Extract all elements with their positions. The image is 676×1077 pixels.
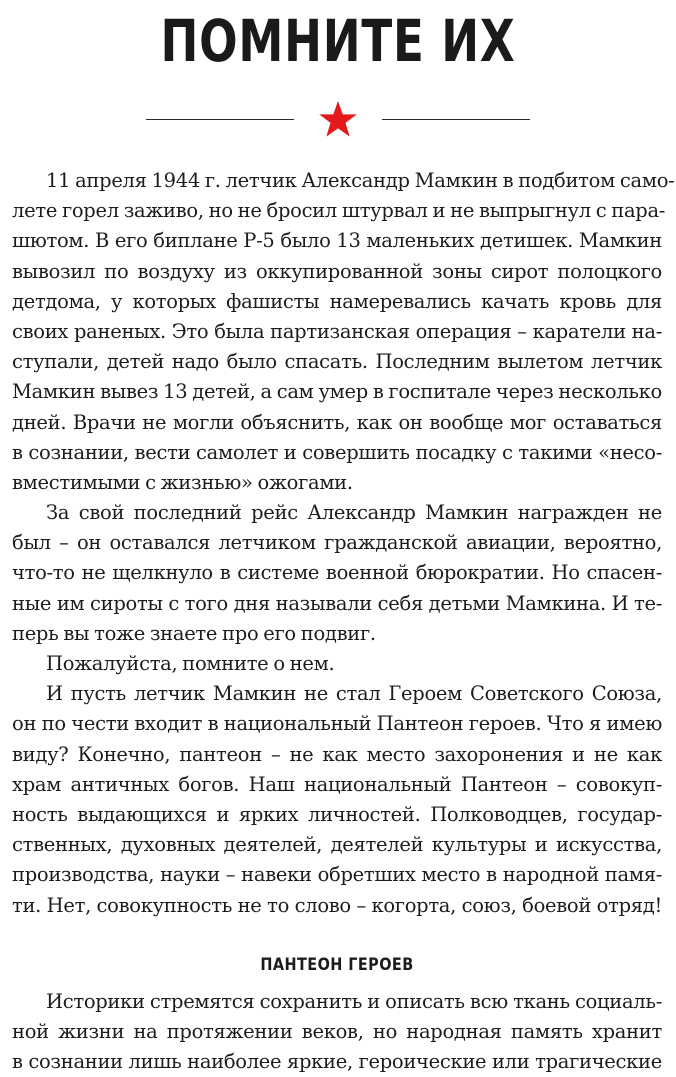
text-line: храм античных богов. Наш национальный Пантеон – совокуп- [12,772,662,796]
text-line: 11 апреля 1944 г. летчик Александр Мамкин в подбитом само- [46,169,675,192]
body-text [12,166,675,1077]
text-line: дней. Врачи не могли объяснить, как он вообще мог оставаться [12,410,662,434]
paragraph [12,498,662,649]
text-line: вывозил по воздуху из оккупированной зоны сирот полоцкого [12,259,662,283]
text-line: своих раненых. Это была партизанская операция – каратели на- [12,319,662,343]
title-ornament [0,98,676,142]
text-line: За свой последний рейс Александр Мамкин награжден не [46,501,662,525]
star-icon [318,100,358,138]
paragraph [12,679,662,921]
chapter-title: ПОМНИТЕ ИХ [160,7,516,75]
text-line: он по чести входит в национальный Пантеон героев. Что я имею [12,712,662,736]
section-heading: ПАНТЕОН ГЕРОЕВ [260,954,414,975]
star-shape [319,101,357,137]
text-line: ной жизни на протяжении веков, но народная память хранит [12,1019,662,1043]
text-line: ти. Нет, совокупность не то слово – когорта, союз, боевой отряд! [12,893,662,917]
text-line: в сознании, вести самолет и совершить посадку с такими «несо- [12,440,662,464]
text-line: производства, науки – навеки обретших место в народной памя- [12,863,662,887]
text-line: Историки стремятся сохранить и описать всю ткань социаль- [46,989,662,1013]
left-divider-rule [146,119,294,120]
text-line: вместимыми с жизнью» ожогами. [12,470,353,494]
text-line: перь вы тоже знаете про его подвиг. [12,621,376,645]
paragraph [12,166,675,498]
text-line: Пожалуйста, помните о нем. [46,652,335,675]
text-line: ные им сироты с того дня называли себя детьми Мамкина. И те- [12,591,662,615]
text-line: И пусть летчик Мамкин не стал Героем Советского Союза, [46,682,662,706]
text-line: ность выдающихся и ярких личностей. Полководцев, государ- [12,802,662,826]
text-line: что-то не щелкнуло в системе военной бюрократии. Но спасен- [12,561,662,585]
text-line: ступали, детей надо было спасать. Последним вылетом летчик [12,350,662,374]
paragraph [12,649,662,679]
text-line: шютом. В его биплане Р-5 было 13 маленьких детишек. Мамкин [12,229,662,253]
text-line: детдома, у которых фашисты намеревались качать кровь для [12,289,662,313]
paragraph [12,987,662,1077]
text-line: ственных, духовных деятелей, деятелей культуры и искусства, [12,833,662,857]
text-line: в сознании лишь наиболее яркие, героические или трагические [12,1050,662,1074]
text-line: был – он оставался летчиком гражданской авиации, вероятно, [12,531,662,555]
text-line: виду? Конечно, пантеон – не как место захоронения и не как [12,742,662,766]
right-divider-rule [382,119,530,120]
text-line: лете горел заживо, но не бросил штурвал и не выпрыгнул с пара- [12,199,666,223]
text-line: Мамкин вывез 13 детей, а сам умер в госпитале через несколько [12,380,662,404]
